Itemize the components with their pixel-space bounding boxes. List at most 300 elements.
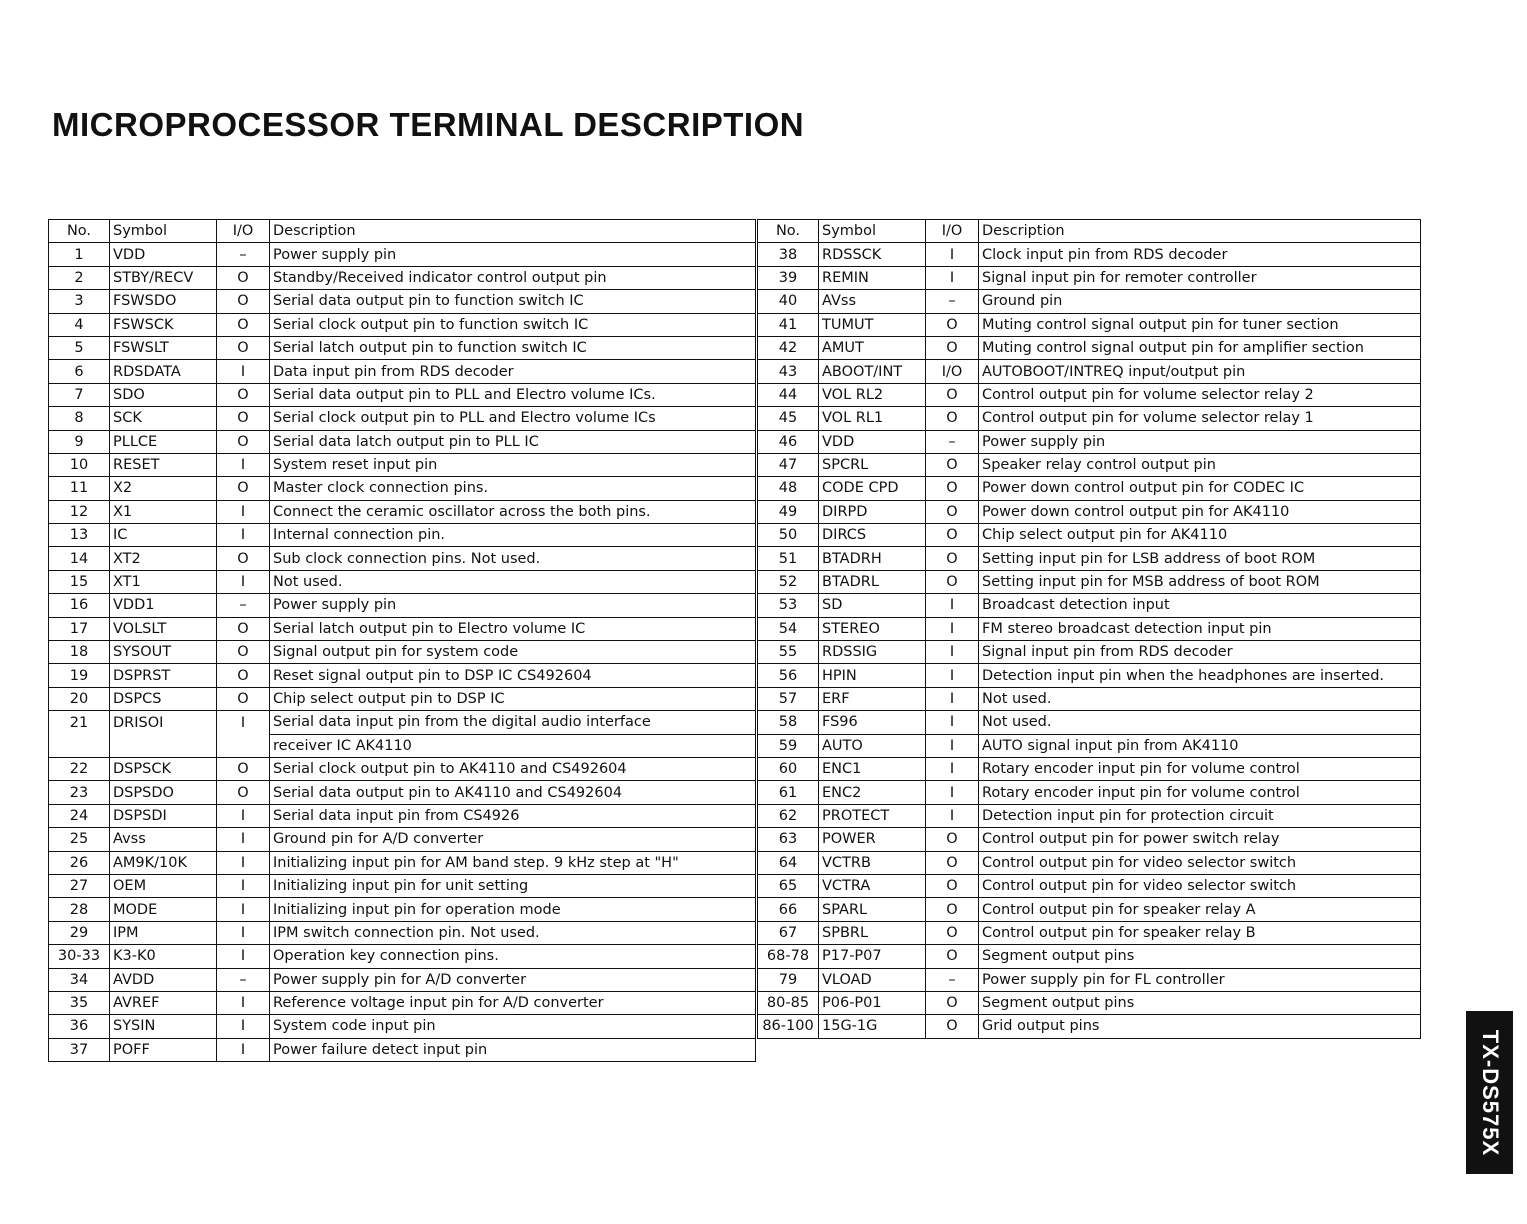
- pin-symbol: XT1: [110, 570, 217, 593]
- pin-io: I: [217, 991, 270, 1014]
- table-row: [49, 243, 756, 266]
- pin-description: Control output pin for volume selector relay 1: [979, 407, 1421, 430]
- pin-description: FM stereo broadcast detection input pin: [979, 617, 1421, 640]
- table-row: [49, 313, 756, 336]
- table-row: [758, 290, 1421, 313]
- pin-description: Power supply pin for FL controller: [979, 968, 1421, 991]
- pin-io: O: [926, 874, 979, 897]
- table-row: [758, 828, 1421, 851]
- pin-symbol: P06-P01: [819, 991, 926, 1014]
- pin-symbol: PROTECT: [819, 804, 926, 827]
- table-row: [758, 547, 1421, 570]
- pin-description: System reset input pin: [270, 453, 756, 476]
- pin-symbol: DRISOI: [110, 711, 217, 734]
- pin-number: 4: [49, 313, 110, 336]
- pin-description: Power supply pin: [979, 430, 1421, 453]
- pin-number: 27: [49, 874, 110, 897]
- pin-io: I: [217, 945, 270, 968]
- pin-number: 42: [758, 336, 819, 359]
- pin-io: O: [217, 313, 270, 336]
- pin-description: Detection input pin for protection circuit: [979, 804, 1421, 827]
- pin-description: Power supply pin for A/D converter: [270, 968, 756, 991]
- pin-io: I: [926, 711, 979, 734]
- pin-symbol: FS96: [819, 711, 926, 734]
- pin-io: –: [217, 594, 270, 617]
- table-header-row: [49, 220, 756, 243]
- pin-description: receiver IC AK4110: [270, 734, 756, 757]
- table-row: [758, 945, 1421, 968]
- pin-description: Serial latch output pin to Electro volume IC: [270, 617, 756, 640]
- pin-number: 35: [49, 991, 110, 1014]
- table-row: [758, 851, 1421, 874]
- pin-number: 68-78: [758, 945, 819, 968]
- header-no: No.: [49, 220, 110, 243]
- pin-description: Speaker relay control output pin: [979, 453, 1421, 476]
- pin-description: Signal input pin for remoter controller: [979, 266, 1421, 289]
- table-row: [758, 360, 1421, 383]
- pin-number: 64: [758, 851, 819, 874]
- table-row: [49, 804, 756, 827]
- pin-description: Control output pin for speaker relay B: [979, 921, 1421, 944]
- header-io: I/O: [217, 220, 270, 243]
- table-row: [758, 664, 1421, 687]
- pin-symbol: VOLSLT: [110, 617, 217, 640]
- pin-io: O: [217, 383, 270, 406]
- pin-symbol: PLLCE: [110, 430, 217, 453]
- table-row: [49, 477, 756, 500]
- pin-symbol: X1: [110, 500, 217, 523]
- pin-number: 61: [758, 781, 819, 804]
- pin-description: Power supply pin: [270, 594, 756, 617]
- pin-io: O: [926, 500, 979, 523]
- pin-description: Power failure detect input pin: [270, 1038, 756, 1061]
- pin-description: Power down control output pin for CODEC IC: [979, 477, 1421, 500]
- pin-number: 41: [758, 313, 819, 336]
- pin-io: I: [926, 617, 979, 640]
- pin-description: Operation key connection pins.: [270, 945, 756, 968]
- table-row: [758, 874, 1421, 897]
- pin-description: Standby/Received indicator control output pin: [270, 266, 756, 289]
- pin-io: I: [926, 804, 979, 827]
- pin-symbol: BTADRH: [819, 547, 926, 570]
- table-row: [758, 687, 1421, 710]
- pin-symbol: RESET: [110, 453, 217, 476]
- table-row: [49, 617, 756, 640]
- pin-description: Grid output pins: [979, 1015, 1421, 1038]
- pin-description: Initializing input pin for AM band step. 9 kHz step at "H": [270, 851, 756, 874]
- table-row: [49, 430, 756, 453]
- pin-number: 54: [758, 617, 819, 640]
- pin-io: O: [217, 290, 270, 313]
- table-row: [49, 524, 756, 547]
- pin-io: I: [217, 828, 270, 851]
- pin-description: Serial latch output pin to function switch IC: [270, 336, 756, 359]
- pin-description: System code input pin: [270, 1015, 756, 1038]
- table-row: [758, 313, 1421, 336]
- pin-symbol: AVDD: [110, 968, 217, 991]
- pin-description: Broadcast detection input: [979, 594, 1421, 617]
- table-row: [758, 430, 1421, 453]
- table-row: [49, 921, 756, 944]
- pin-number: 29: [49, 921, 110, 944]
- pin-symbol: TUMUT: [819, 313, 926, 336]
- pin-description: Ground pin: [979, 290, 1421, 313]
- pin-description: Serial clock output pin to function switch IC: [270, 313, 756, 336]
- pin-number: 79: [758, 968, 819, 991]
- pin-symbol: SPBRL: [819, 921, 926, 944]
- pin-number: 80-85: [758, 991, 819, 1014]
- pin-description: AUTOBOOT/INTREQ input/output pin: [979, 360, 1421, 383]
- pin-io: O: [926, 407, 979, 430]
- model-side-tab: [1466, 1011, 1513, 1174]
- pin-description: Master clock connection pins.: [270, 477, 756, 500]
- pin-io: O: [926, 921, 979, 944]
- pin-symbol: ENC2: [819, 781, 926, 804]
- pin-symbol: 15G-1G: [819, 1015, 926, 1038]
- pin-io: I: [217, 360, 270, 383]
- pin-description: Initializing input pin for operation mode: [270, 898, 756, 921]
- table-row: [49, 851, 756, 874]
- pin-io: O: [926, 524, 979, 547]
- table-row: [758, 991, 1421, 1014]
- table-row: [758, 477, 1421, 500]
- pin-symbol: VDD1: [110, 594, 217, 617]
- pin-io: I: [926, 641, 979, 664]
- pin-description: Control output pin for video selector switch: [979, 851, 1421, 874]
- pin-symbol: VOL RL1: [819, 407, 926, 430]
- table-row: [49, 383, 756, 406]
- pin-description: Reset signal output pin to DSP IC CS492604: [270, 664, 756, 687]
- pin-symbol: SYSOUT: [110, 641, 217, 664]
- pin-io: –: [217, 243, 270, 266]
- table-row: [49, 757, 756, 780]
- table-row: [49, 828, 756, 851]
- pin-number: 7: [49, 383, 110, 406]
- pin-io: –: [217, 968, 270, 991]
- header-description: Description: [270, 220, 756, 243]
- pin-symbol: SCK: [110, 407, 217, 430]
- pin-number: 13: [49, 524, 110, 547]
- pin-number: 1: [49, 243, 110, 266]
- pin-symbol: VDD: [819, 430, 926, 453]
- table-row: [49, 290, 756, 313]
- pin-symbol: ERF: [819, 687, 926, 710]
- pin-description: Serial data output pin to function switch IC: [270, 290, 756, 313]
- pin-description: Not used.: [979, 711, 1421, 734]
- table-row: [49, 734, 756, 757]
- pin-symbol: SDO: [110, 383, 217, 406]
- pin-number: 20: [49, 687, 110, 710]
- pin-description: AUTO signal input pin from AK4110: [979, 734, 1421, 757]
- pin-io: O: [217, 617, 270, 640]
- table-row: [49, 547, 756, 570]
- pin-description: IPM switch connection pin. Not used.: [270, 921, 756, 944]
- pin-number: 18: [49, 641, 110, 664]
- pin-number: 36: [49, 1015, 110, 1038]
- pin-description: Serial data input pin from CS4926: [270, 804, 756, 827]
- pin-symbol: MODE: [110, 898, 217, 921]
- pin-symbol: SD: [819, 594, 926, 617]
- pin-symbol: [110, 734, 217, 757]
- pin-io: O: [926, 336, 979, 359]
- pin-description: Serial clock output pin to PLL and Electro volume ICs: [270, 407, 756, 430]
- pin-symbol: IC: [110, 524, 217, 547]
- pin-description: Power supply pin: [270, 243, 756, 266]
- pin-symbol: CODE CPD: [819, 477, 926, 500]
- table-row: [49, 570, 756, 593]
- pin-number: 17: [49, 617, 110, 640]
- pin-symbol: X2: [110, 477, 217, 500]
- table-header-row: [758, 220, 1421, 243]
- pin-description: Serial clock output pin to AK4110 and CS492604: [270, 757, 756, 780]
- table-row: [49, 874, 756, 897]
- pin-number: 57: [758, 687, 819, 710]
- pin-number: 24: [49, 804, 110, 827]
- pin-symbol: DIRCS: [819, 524, 926, 547]
- pin-io: –: [926, 430, 979, 453]
- pin-description: Control output pin for speaker relay A: [979, 898, 1421, 921]
- pin-number: 14: [49, 547, 110, 570]
- pin-symbol: XT2: [110, 547, 217, 570]
- pin-symbol: OEM: [110, 874, 217, 897]
- pin-io: O: [926, 453, 979, 476]
- pin-number: 15: [49, 570, 110, 593]
- pin-number: 11: [49, 477, 110, 500]
- model-label: TX-DS575X: [1477, 1029, 1503, 1156]
- pin-symbol: K3-K0: [110, 945, 217, 968]
- pin-number: 25: [49, 828, 110, 851]
- pin-number: 21: [49, 711, 110, 734]
- pin-description: Chip select output pin for AK4110: [979, 524, 1421, 547]
- table-row: [758, 500, 1421, 523]
- pin-number: 65: [758, 874, 819, 897]
- pin-symbol: BTADRL: [819, 570, 926, 593]
- table-row: [758, 781, 1421, 804]
- table-row: [49, 945, 756, 968]
- pin-number: 34: [49, 968, 110, 991]
- pin-number: 63: [758, 828, 819, 851]
- table-row: [49, 1015, 756, 1038]
- pin-description: Internal connection pin.: [270, 524, 756, 547]
- pin-symbol: POWER: [819, 828, 926, 851]
- pin-number: 67: [758, 921, 819, 944]
- pin-io: O: [926, 1015, 979, 1038]
- pin-number: 19: [49, 664, 110, 687]
- pin-io: O: [217, 664, 270, 687]
- pin-io: I: [217, 1015, 270, 1038]
- header-symbol: Symbol: [110, 220, 217, 243]
- table-row: [758, 921, 1421, 944]
- pin-symbol: RDSDATA: [110, 360, 217, 383]
- pin-io: I: [926, 687, 979, 710]
- table-row: [49, 687, 756, 710]
- pin-number: 47: [758, 453, 819, 476]
- header-description: Description: [979, 220, 1421, 243]
- pin-number: 55: [758, 641, 819, 664]
- pin-description: Serial data output pin to PLL and Electro volume ICs.: [270, 383, 756, 406]
- table-row: [758, 594, 1421, 617]
- pin-symbol: AUTO: [819, 734, 926, 757]
- table-row: [49, 500, 756, 523]
- pin-description: Segment output pins: [979, 991, 1421, 1014]
- pin-symbol: IPM: [110, 921, 217, 944]
- pin-io: I: [217, 500, 270, 523]
- pin-io: I: [926, 266, 979, 289]
- pin-io: O: [926, 945, 979, 968]
- pin-symbol: FSWSDO: [110, 290, 217, 313]
- pin-description: Signal input pin from RDS decoder: [979, 641, 1421, 664]
- pin-number: 40: [758, 290, 819, 313]
- pin-symbol: STEREO: [819, 617, 926, 640]
- pin-description: Detection input pin when the headphones are inserted.: [979, 664, 1421, 687]
- pin-symbol: AMUT: [819, 336, 926, 359]
- table-row: [49, 266, 756, 289]
- pin-description: Sub clock connection pins. Not used.: [270, 547, 756, 570]
- pin-io: O: [217, 336, 270, 359]
- pin-io: O: [926, 313, 979, 336]
- pin-io: O: [217, 407, 270, 430]
- pin-io: I: [926, 243, 979, 266]
- pin-symbol: REMIN: [819, 266, 926, 289]
- pin-io: I: [217, 1038, 270, 1061]
- pin-number: 86-100: [758, 1015, 819, 1038]
- pin-description: Initializing input pin for unit setting: [270, 874, 756, 897]
- table-row: [758, 617, 1421, 640]
- pin-symbol: AM9K/10K: [110, 851, 217, 874]
- pin-number: 44: [758, 383, 819, 406]
- pin-io: –: [926, 290, 979, 313]
- pin-symbol: ENC1: [819, 757, 926, 780]
- pin-symbol: VCTRB: [819, 851, 926, 874]
- pin-symbol: DSPSDO: [110, 781, 217, 804]
- pin-description: Connect the ceramic oscillator across the both pins.: [270, 500, 756, 523]
- pin-number: 43: [758, 360, 819, 383]
- table-row: [49, 1038, 756, 1061]
- pin-number: 23: [49, 781, 110, 804]
- pin-symbol: DSPRST: [110, 664, 217, 687]
- table-row: [758, 524, 1421, 547]
- table-row: [758, 383, 1421, 406]
- pin-io: I: [217, 851, 270, 874]
- pin-io: O: [217, 687, 270, 710]
- pin-io: I: [926, 757, 979, 780]
- pin-description: Rotary encoder input pin for volume control: [979, 757, 1421, 780]
- pin-io: O: [217, 266, 270, 289]
- pin-symbol: AVss: [819, 290, 926, 313]
- pin-number: [49, 734, 110, 757]
- table-row: [49, 641, 756, 664]
- header-symbol: Symbol: [819, 220, 926, 243]
- pin-number: 51: [758, 547, 819, 570]
- pin-number: 3: [49, 290, 110, 313]
- pin-number: 49: [758, 500, 819, 523]
- pin-number: 16: [49, 594, 110, 617]
- pin-number: 50: [758, 524, 819, 547]
- table-row: [49, 968, 756, 991]
- pin-symbol: ABOOT/INT: [819, 360, 926, 383]
- table-row: [758, 1015, 1421, 1038]
- table-row: [758, 734, 1421, 757]
- table-row: [758, 453, 1421, 476]
- pin-number: 22: [49, 757, 110, 780]
- pin-io: I: [217, 898, 270, 921]
- pin-number: 56: [758, 664, 819, 687]
- pin-number: 26: [49, 851, 110, 874]
- pin-symbol: VOL RL2: [819, 383, 926, 406]
- pin-io: O: [217, 430, 270, 453]
- pin-description: Chip select output pin to DSP IC: [270, 687, 756, 710]
- pin-io: I/O: [926, 360, 979, 383]
- pin-description: Control output pin for volume selector relay 2: [979, 383, 1421, 406]
- pin-description: Rotary encoder input pin for volume control: [979, 781, 1421, 804]
- pin-symbol: DSPSCK: [110, 757, 217, 780]
- pin-io: O: [926, 851, 979, 874]
- table-row: [49, 407, 756, 430]
- pin-io: I: [217, 874, 270, 897]
- pin-number: 48: [758, 477, 819, 500]
- pin-number: 53: [758, 594, 819, 617]
- pin-number: 60: [758, 757, 819, 780]
- table-row: [758, 336, 1421, 359]
- pin-io: O: [926, 898, 979, 921]
- pin-io: I: [217, 711, 270, 734]
- pin-number: 38: [758, 243, 819, 266]
- pin-description: Muting control signal output pin for tuner section: [979, 313, 1421, 336]
- pin-number: 28: [49, 898, 110, 921]
- pin-description: Setting input pin for LSB address of boot ROM: [979, 547, 1421, 570]
- pin-number: 5: [49, 336, 110, 359]
- pin-description: Serial data latch output pin to PLL IC: [270, 430, 756, 453]
- pin-io: O: [926, 547, 979, 570]
- table-row: [49, 594, 756, 617]
- pin-io: I: [217, 524, 270, 547]
- pin-number: 12: [49, 500, 110, 523]
- pin-number: 30-33: [49, 945, 110, 968]
- pin-io: O: [217, 781, 270, 804]
- header-no: No.: [758, 220, 819, 243]
- pin-symbol: RDSSCK: [819, 243, 926, 266]
- pin-symbol: DSPCS: [110, 687, 217, 710]
- table-row: [758, 570, 1421, 593]
- pin-description: Power down control output pin for AK4110: [979, 500, 1421, 523]
- table-row: [49, 453, 756, 476]
- pin-number: 37: [49, 1038, 110, 1061]
- pin-number: 6: [49, 360, 110, 383]
- pin-symbol: HPIN: [819, 664, 926, 687]
- table-row: [758, 243, 1421, 266]
- pin-symbol: DSPSDI: [110, 804, 217, 827]
- table-row: [758, 641, 1421, 664]
- pin-number: 8: [49, 407, 110, 430]
- pin-description: Serial data output pin to AK4110 and CS492604: [270, 781, 756, 804]
- pin-symbol: DIRPD: [819, 500, 926, 523]
- pin-description: Control output pin for video selector switch: [979, 874, 1421, 897]
- pin-io: O: [926, 477, 979, 500]
- pin-description: Not used.: [270, 570, 756, 593]
- page-title: MICROPROCESSOR TERMINAL DESCRIPTION: [52, 106, 805, 143]
- pin-description: Muting control signal output pin for amplifier section: [979, 336, 1421, 359]
- pin-io: I: [926, 594, 979, 617]
- pin-symbol: STBY/RECV: [110, 266, 217, 289]
- pin-description: Serial data input pin from the digital audio interface: [270, 711, 756, 734]
- pin-io: O: [217, 641, 270, 664]
- pin-description: Signal output pin for system code: [270, 641, 756, 664]
- pin-io: I: [217, 570, 270, 593]
- pin-symbol: VLOAD: [819, 968, 926, 991]
- table-row: [49, 781, 756, 804]
- pin-number: 45: [758, 407, 819, 430]
- table-row: [758, 804, 1421, 827]
